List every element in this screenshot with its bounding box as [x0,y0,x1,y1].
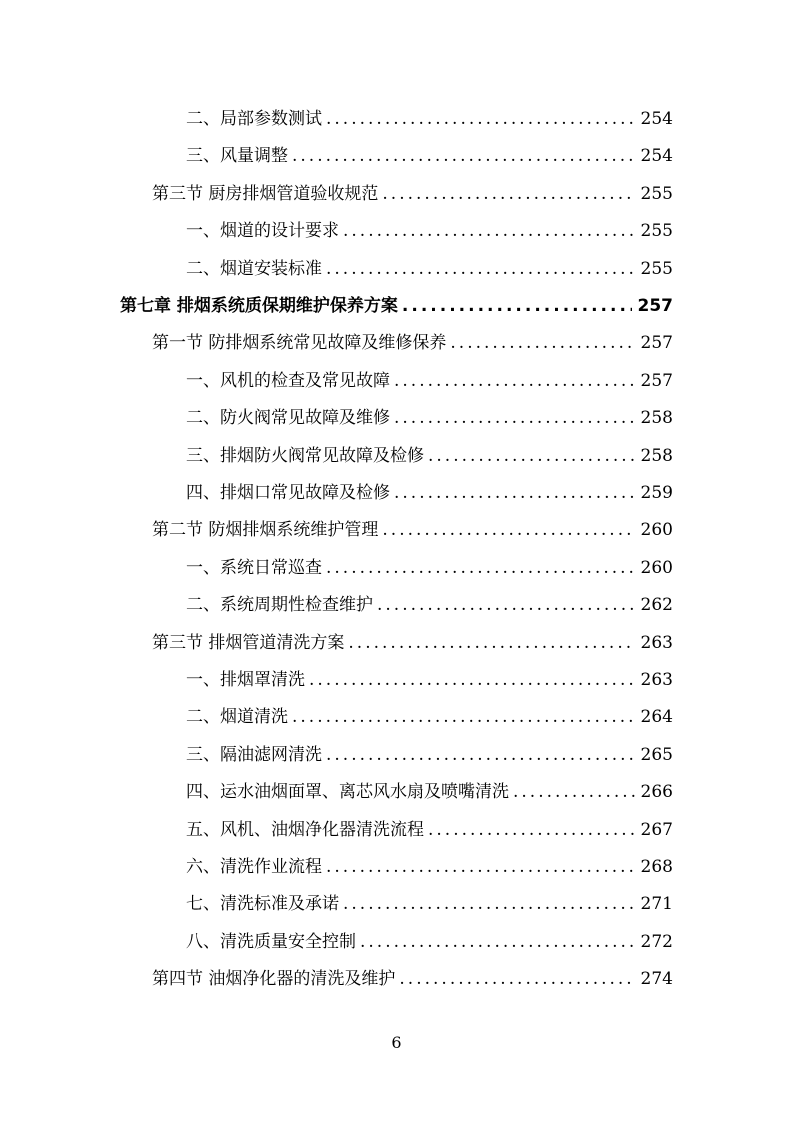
toc-entry-page: 255 [640,183,673,204]
toc-entry-title: 第七章 排烟系统质保期维护保养方案 [120,296,398,316]
toc-entry[interactable] [186,399,673,429]
toc-entry-title: 一、烟道的设计要求 [186,221,339,242]
toc-entry-title: 二、防火阀常见故障及维修 [186,408,390,429]
toc-entry[interactable] [152,624,673,654]
toc-dot-leader [402,295,632,317]
toc-entry-title: 一、系统日常巡查 [186,557,322,578]
toc-entry[interactable] [152,511,673,541]
toc-entry-title: 第三节 排烟管道清洗方案 [152,632,345,653]
toc-entry[interactable] [186,923,673,953]
toc-entry[interactable] [186,437,673,467]
toc-entry-title: 七、清洗标准及承诺 [186,894,339,915]
toc-dot-leader [292,145,635,167]
toc-dot-leader [377,594,635,616]
toc-entry[interactable] [186,212,673,242]
toc-entry-page: 260 [640,557,673,578]
toc-entry-page: 263 [640,670,673,690]
toc-entry-page: 265 [640,744,673,765]
toc-entry[interactable] [120,287,673,317]
toc-entry-title: 二、系统周期性检查维护 [186,595,373,616]
toc-dot-leader [399,968,634,990]
toc-entry[interactable] [186,362,673,392]
toc-entry-title: 八、清洗质量安全控制 [186,931,356,952]
toc-entry[interactable] [186,773,673,803]
toc-entry-title: 一、排烟罩清洗 [186,670,305,690]
toc-entry-page: 257 [640,333,673,354]
toc-entry-title: 第四节 油烟净化器的清洗及维护 [152,969,396,990]
toc-dot-leader [326,108,635,130]
toc-entry[interactable] [152,175,673,205]
toc-dot-leader [326,744,635,766]
toc-dot-leader [348,632,634,654]
page-number: 6 [391,1033,402,1052]
toc-entry-title: 第三节 厨房排烟管道验收规范 [152,183,379,204]
toc-dot-leader [343,893,635,915]
toc-entry-page: 262 [640,595,673,616]
toc-entry[interactable] [152,960,673,990]
toc-entry-page: 266 [640,782,673,803]
toc-dot-leader [428,819,635,841]
toc-entry-page: 272 [640,931,673,952]
toc-entry[interactable] [186,885,673,915]
toc-entry-page: 267 [640,819,673,840]
toc-entry-page: 254 [640,146,673,167]
toc-entry[interactable] [186,100,673,130]
toc-entry-title: 五、风机、油烟净化器清洗流程 [186,819,424,840]
toc-entry-page: 257 [640,370,673,391]
toc-dot-leader [394,407,635,429]
toc-entry-page: 254 [640,109,673,129]
toc-dot-leader [428,445,635,467]
toc-entry-title: 六、清洗作业流程 [186,857,322,877]
toc-dot-leader [394,370,635,392]
toc-entry[interactable] [186,137,673,167]
toc-dot-leader [382,183,634,205]
toc-entry[interactable] [186,736,673,766]
toc-entry[interactable] [186,848,673,878]
toc-entry-title: 三、隔油滤网清洗 [186,744,322,765]
toc-entry[interactable] [186,250,673,280]
toc-dot-leader [382,519,634,541]
toc-entry-title: 二、局部参数测试 [186,109,322,129]
toc-entry-title: 三、排烟防火阀常见故障及检修 [186,445,424,466]
toc-entry-page: 274 [640,969,673,990]
toc-entry-title: 二、烟道安装标准 [186,258,322,279]
toc-entry-page: 268 [640,857,673,877]
toc-dot-leader [450,332,634,354]
toc-entry-title: 四、排烟口常见故障及检修 [186,483,390,503]
toc-dot-leader [394,482,635,504]
toc-entry[interactable] [186,586,673,616]
toc-dot-leader [292,706,635,728]
toc-entry-title: 二、烟道清洗 [186,707,288,728]
toc-entry[interactable] [186,661,673,691]
toc-entry-title: 第一节 防排烟系统常见故障及维修保养 [152,333,447,354]
toc-entry-page: 260 [640,520,673,541]
toc-dot-leader [343,220,635,242]
toc-entry-page: 257 [637,296,673,316]
toc-entry-page: 271 [640,894,673,915]
toc-entry[interactable] [186,811,673,841]
toc-dot-leader [513,781,635,803]
toc-entry-page: 258 [640,408,673,429]
toc-dot-leader [326,258,635,280]
toc-entry-title: 第二节 防烟排烟系统维护管理 [152,520,379,541]
toc-entry[interactable] [186,549,673,579]
toc-dot-leader [326,557,635,579]
toc-entry-title: 一、风机的检查及常见故障 [186,370,390,391]
toc-entry-page: 263 [640,632,673,653]
toc-dot-leader [309,669,635,691]
toc-entry-page: 255 [640,221,673,242]
toc-entry-page: 259 [640,483,673,503]
toc-entry[interactable] [152,324,673,354]
toc-entry-title: 四、运水油烟面罩、离芯风水扇及喷嘴清洗 [186,782,509,803]
toc-entry-page: 264 [640,707,673,728]
toc-entry-title: 三、风量调整 [186,146,288,167]
toc-dot-leader [326,856,635,878]
toc-entry[interactable] [186,474,673,504]
toc-entry-page: 255 [640,258,673,279]
toc-dot-leader [360,931,635,953]
toc-entry[interactable] [186,698,673,728]
toc-entry-page: 258 [640,445,673,466]
